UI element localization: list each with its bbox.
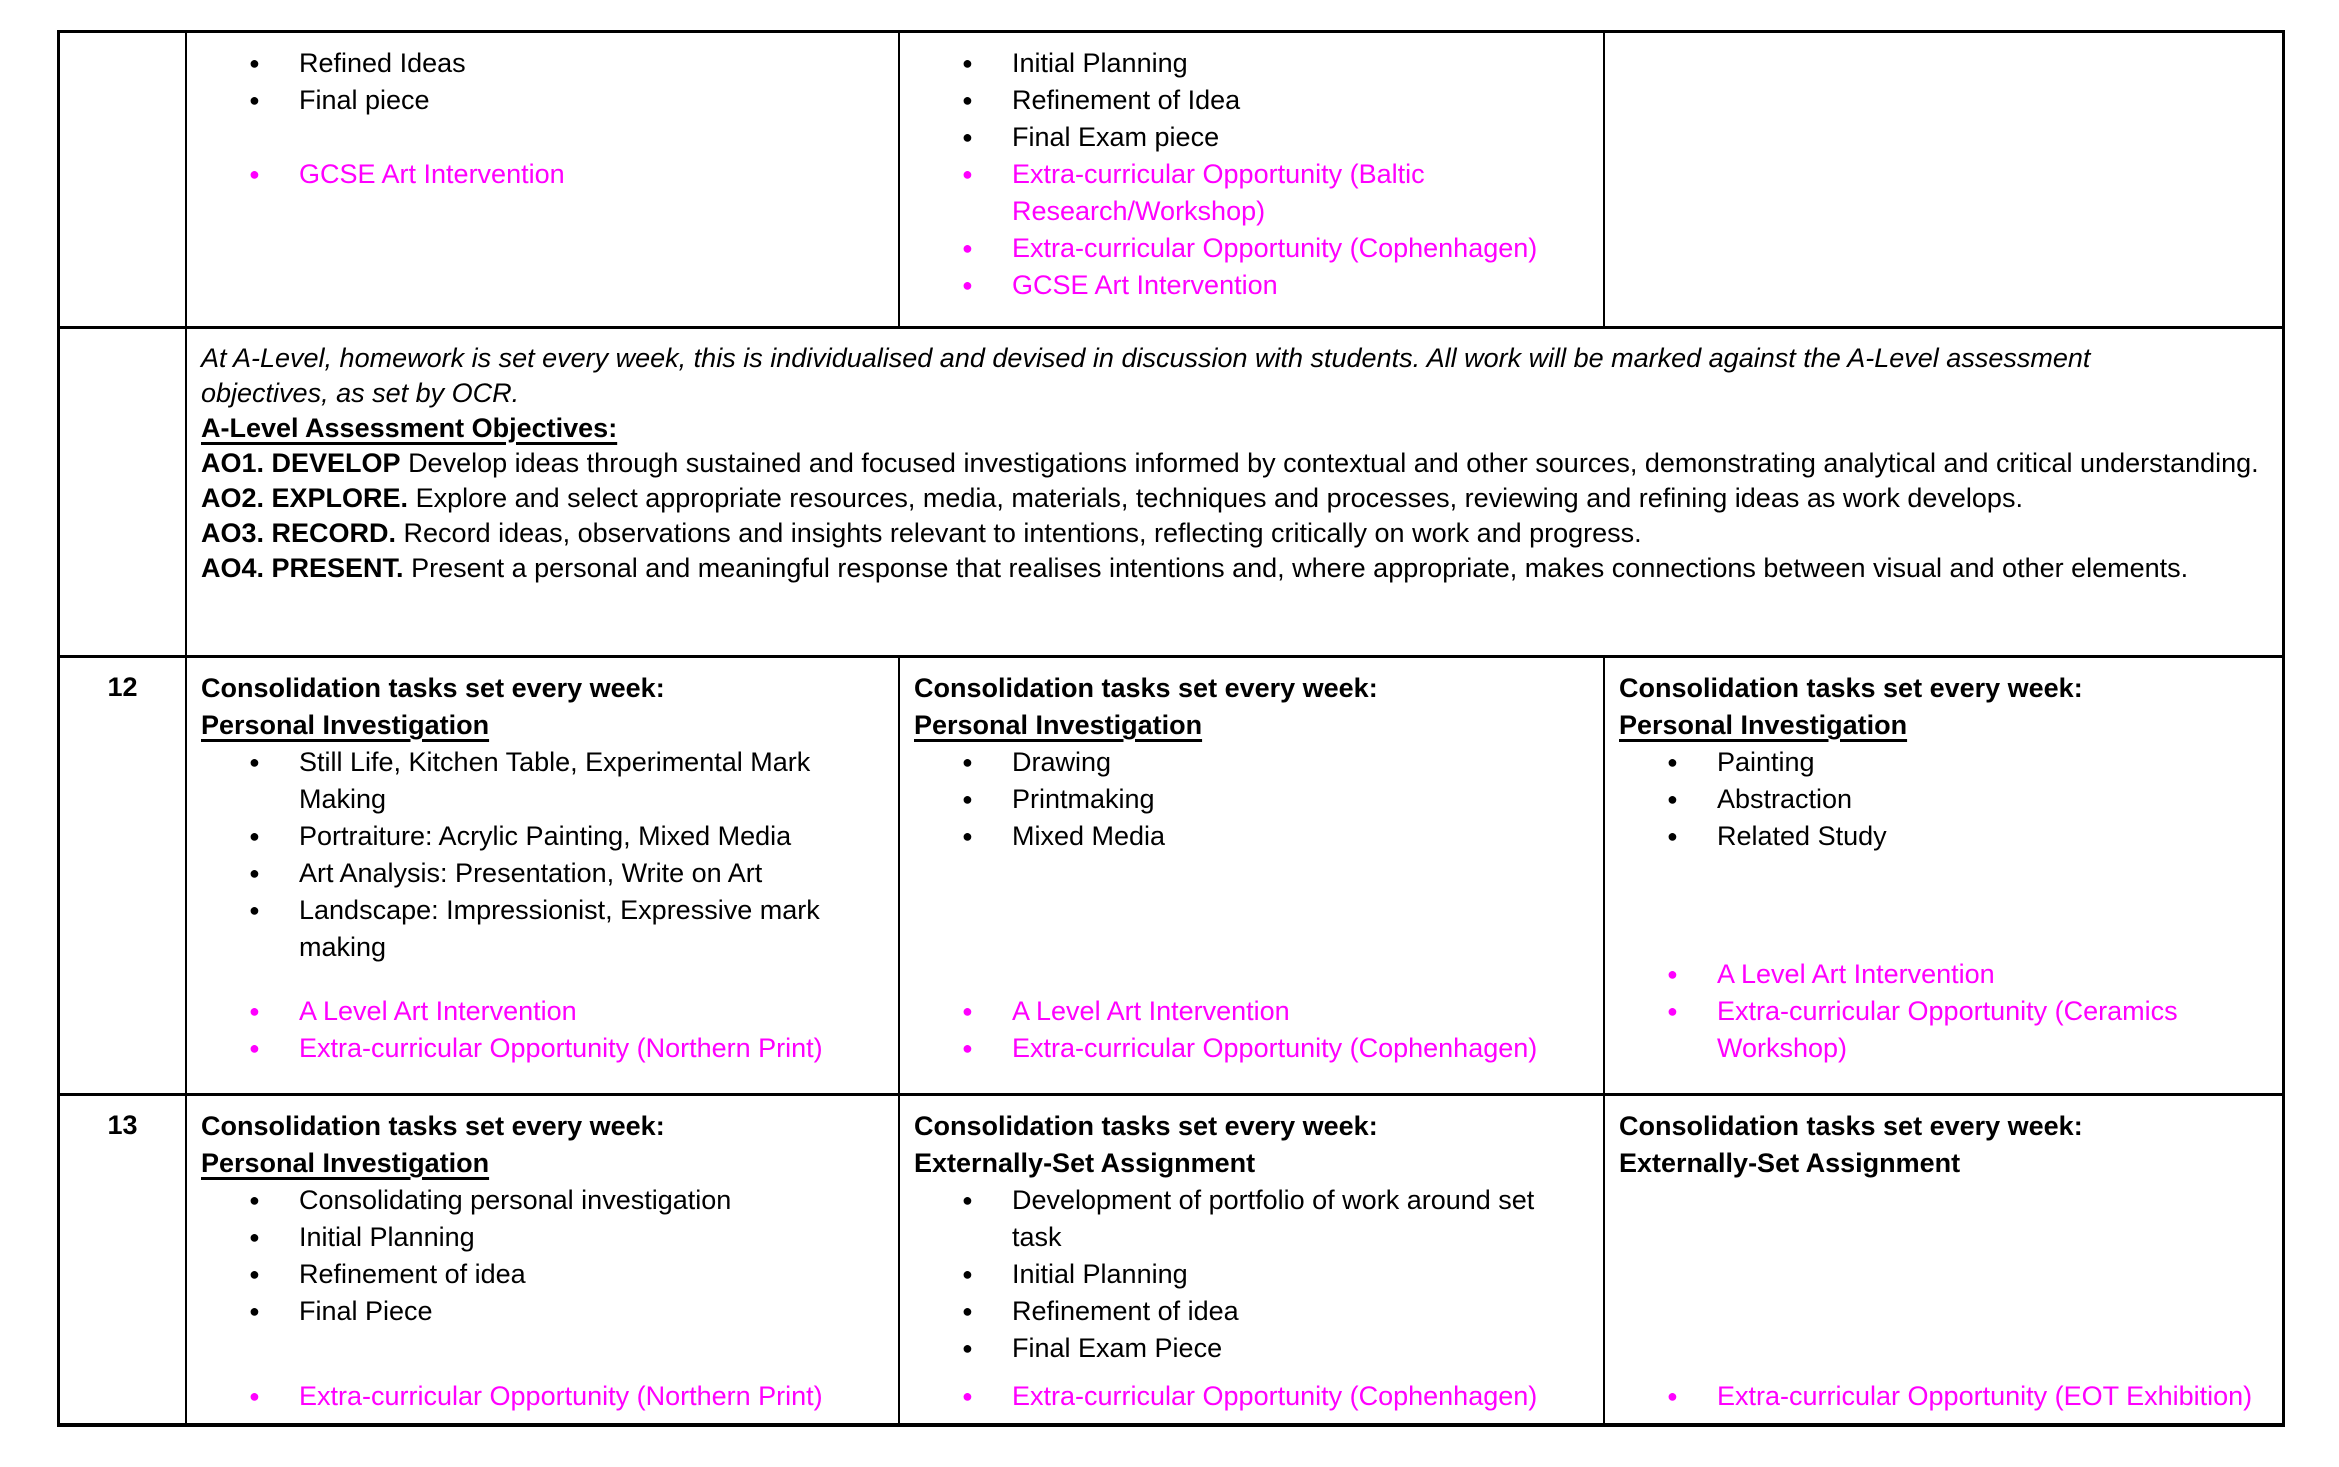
objective-ao1 <box>201 446 2268 481</box>
objective-text: Explore and select appropriate resources, media, materials, techniques and processes, reviewing and refining ideas as work develops. <box>415 483 2023 513</box>
objective-ao4 <box>201 551 2268 586</box>
task-item: ● Refinement of Idea <box>914 82 1589 119</box>
highlight-item: ● Extra-curricular Opportunity (Northern Print) <box>201 1378 884 1415</box>
highlight-list <box>201 993 884 1067</box>
highlight-item: ● A Level Art Intervention <box>201 993 884 1030</box>
highlight-list <box>914 1378 1589 1415</box>
highlight-list <box>1619 956 2268 1067</box>
week13-col1 <box>187 1096 900 1423</box>
task-list <box>914 744 1589 855</box>
highlight-item: ● Extra-curricular Opportunity (Cophenhagen) <box>914 1378 1589 1415</box>
objective-text: Present a personal and meaningful response that realises intentions and, where appropriate, makes connections between visual and other elements. <box>411 553 2189 583</box>
task-list <box>914 1182 1589 1367</box>
task-item: ● Drawing <box>914 744 1589 781</box>
highlight-list <box>201 156 884 193</box>
cell-title: Consolidation tasks set every week: <box>914 1111 1378 1141</box>
objective-ao2 <box>201 481 2268 516</box>
highlight-item: ● Extra-curricular Opportunity (Cophenhagen) <box>914 230 1589 267</box>
task-item: ● Initial Planning <box>914 45 1589 82</box>
task-list <box>201 45 884 119</box>
highlight-list <box>914 156 1589 304</box>
task-list <box>201 744 884 966</box>
alevel-info-cell <box>187 329 2282 658</box>
homework-intro-line1: At A-Level, homework is set every week, this is individualised and devised in discussion with students. All work will be marked against the A-Level assessment <box>201 343 2091 373</box>
task-item: ● Refinement of idea <box>914 1293 1589 1330</box>
task-item: ● Consolidating personal investigation <box>201 1182 884 1219</box>
row-top-col3-empty <box>1605 33 2282 329</box>
task-item: ● Related Study <box>1619 818 2268 855</box>
task-item: ● Final piece <box>201 82 884 119</box>
highlight-item: ● Extra-curricular Opportunity (Cophenhagen) <box>914 1030 1589 1067</box>
assessment-objectives-heading: A-Level Assessment Objectives: <box>201 413 618 443</box>
week13-col3 <box>1605 1096 2282 1423</box>
task-item: ● Initial Planning <box>201 1219 884 1256</box>
task-item: ● Development of portfolio of work around set task <box>914 1182 1589 1256</box>
cell-title: Consolidation tasks set every week: <box>914 673 1378 703</box>
highlight-item: ● Extra-curricular Opportunity (EOT Exhibition) <box>1619 1378 2268 1415</box>
highlight-item: ● Extra-curricular Opportunity (Baltic Research/Workshop) <box>914 156 1589 230</box>
task-item: ● Still Life, Kitchen Table, Experimental Mark Making <box>201 744 884 818</box>
highlight-item: ● GCSE Art Intervention <box>201 156 884 193</box>
objective-ao3 <box>201 516 2268 551</box>
cell-subtitle: Personal Investigation <box>201 1148 490 1178</box>
cell-subtitle: Personal Investigation <box>1619 710 1908 740</box>
task-item: ● Final Exam Piece <box>914 1330 1589 1367</box>
week-number-12: 12 <box>60 658 187 1096</box>
cell-subtitle: Personal Investigation <box>201 710 490 740</box>
week-cell-empty <box>60 329 187 658</box>
task-item: ● Painting <box>1619 744 2268 781</box>
homework-intro-line2: objectives, as set by OCR. <box>201 378 520 408</box>
task-item: ● Landscape: Impressionist, Expressive mark making <box>201 892 884 966</box>
cell-title: Consolidation tasks set every week: <box>1619 673 2083 703</box>
week12-col2 <box>900 658 1605 1096</box>
week-cell-empty <box>60 33 187 329</box>
task-item: ● Initial Planning <box>914 1256 1589 1293</box>
highlight-item: ● A Level Art Intervention <box>914 993 1589 1030</box>
cell-title: Consolidation tasks set every week: <box>1619 1111 2083 1141</box>
task-item: ● Printmaking <box>914 781 1589 818</box>
task-list <box>1619 744 2268 855</box>
task-list <box>201 1182 884 1330</box>
task-item: ● Mixed Media <box>914 818 1589 855</box>
highlight-list <box>1619 1378 2268 1415</box>
cell-subtitle: Externally-Set Assignment <box>1619 1148 1961 1178</box>
week12-col1 <box>187 658 900 1096</box>
task-item: ● Final Exam piece <box>914 119 1589 156</box>
cell-subtitle: Personal Investigation <box>914 710 1203 740</box>
week13-col2 <box>900 1096 1605 1423</box>
homework-schedule-table <box>57 30 2285 1427</box>
task-item: ● Refinement of idea <box>201 1256 884 1293</box>
cell-title: Consolidation tasks set every week: <box>201 673 665 703</box>
highlight-list <box>201 1378 884 1415</box>
task-item: ● Abstraction <box>1619 781 2268 818</box>
row-top-col1 <box>187 33 900 329</box>
highlight-item: ● GCSE Art Intervention <box>914 267 1589 304</box>
task-item: ● Final Piece <box>201 1293 884 1330</box>
week-number-13: 13 <box>60 1096 187 1423</box>
objective-text: Develop ideas through sustained and focused investigations informed by contextual and other sources, demonstrating analytical and critical understanding. <box>408 448 2259 478</box>
objective-label: AO3. RECORD. <box>201 518 397 548</box>
highlight-item: ● Extra-curricular Opportunity (Northern Print) <box>201 1030 884 1067</box>
week12-col3 <box>1605 658 2282 1096</box>
highlight-item: ● Extra-curricular Opportunity (Ceramics Workshop) <box>1619 993 2268 1067</box>
highlight-list <box>914 993 1589 1067</box>
task-item: ● Refined Ideas <box>201 45 884 82</box>
cell-title: Consolidation tasks set every week: <box>201 1111 665 1141</box>
row-top-col2 <box>900 33 1605 329</box>
cell-subtitle: Externally-Set Assignment <box>914 1148 1256 1178</box>
task-item: ● Portraiture: Acrylic Painting, Mixed Media <box>201 818 884 855</box>
task-item: ● Art Analysis: Presentation, Write on Art <box>201 855 884 892</box>
highlight-item: ● A Level Art Intervention <box>1619 956 2268 993</box>
objective-label: AO2. EXPLORE. <box>201 483 409 513</box>
objective-text: Record ideas, observations and insights relevant to intentions, reflecting critically on work and progress. <box>403 518 1642 548</box>
objective-label: AO4. PRESENT. <box>201 553 404 583</box>
objective-label: AO1. DEVELOP <box>201 448 401 478</box>
spacer <box>201 119 884 156</box>
task-list <box>914 45 1589 156</box>
